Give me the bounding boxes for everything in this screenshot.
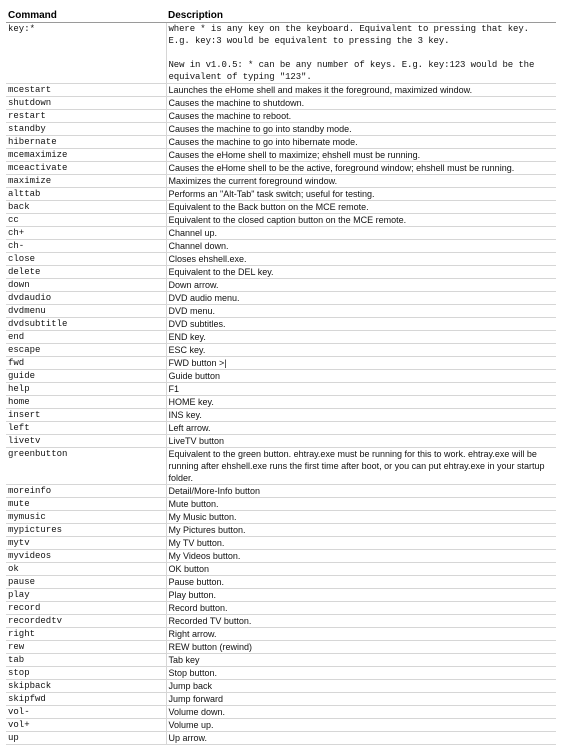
command-cell: dvdsubtitle — [6, 318, 166, 331]
command-cell: dvdaudio — [6, 292, 166, 305]
description-cell: Tab key — [166, 654, 556, 667]
description-cell: where * is any key on the keyboard. Equivalent to pressing that key. E.g. key:3 would be equivalent to pressing the 3 key. New in v1.0.5: * can be any number of keys. E.g. key:123 would be the equivalent of typing "123". — [166, 23, 556, 84]
table-row — [6, 318, 556, 331]
command-cell: mcestart — [6, 84, 166, 97]
table-row — [6, 110, 556, 123]
table-row — [6, 84, 556, 97]
description-cell: My Pictures button. — [166, 524, 556, 537]
table-row — [6, 214, 556, 227]
description-cell: DVD audio menu. — [166, 292, 556, 305]
command-cell: skipfwd — [6, 693, 166, 706]
table-row — [6, 201, 556, 214]
table-row — [6, 693, 556, 706]
description-cell: INS key. — [166, 409, 556, 422]
command-cell: left — [6, 422, 166, 435]
description-cell: LiveTV button — [166, 435, 556, 448]
description-cell: FWD button >| — [166, 357, 556, 370]
command-cell: end — [6, 331, 166, 344]
table-row — [6, 511, 556, 524]
table-row — [6, 641, 556, 654]
description-cell: END key. — [166, 331, 556, 344]
description-cell: Jump forward — [166, 693, 556, 706]
table-row — [6, 602, 556, 615]
command-cell: maximize — [6, 175, 166, 188]
command-cell: fwd — [6, 357, 166, 370]
command-column-header: Command — [6, 9, 166, 23]
command-cell: help — [6, 383, 166, 396]
table-row — [6, 292, 556, 305]
command-cell: tab — [6, 654, 166, 667]
description-cell: Pause button. — [166, 576, 556, 589]
command-cell: dvdmenu — [6, 305, 166, 318]
description-cell: Launches the eHome shell and makes it the foreground, maximized window. — [166, 84, 556, 97]
command-cell: greenbutton — [6, 448, 166, 485]
table-row — [6, 537, 556, 550]
table-row — [6, 680, 556, 693]
command-cell: right — [6, 628, 166, 641]
description-cell: Volume down. — [166, 706, 556, 719]
description-cell: Equivalent to the DEL key. — [166, 266, 556, 279]
table-row — [6, 331, 556, 344]
description-cell: Record button. — [166, 602, 556, 615]
table-row — [6, 396, 556, 409]
table-row — [6, 615, 556, 628]
description-cell: Closes ehshell.exe. — [166, 253, 556, 266]
table-row — [6, 550, 556, 563]
description-cell: My TV button. — [166, 537, 556, 550]
command-table — [6, 9, 556, 745]
command-cell: hibernate — [6, 136, 166, 149]
description-cell: Channel up. — [166, 227, 556, 240]
description-cell: Causes the eHome shell to maximize; ehshell must be running. — [166, 149, 556, 162]
description-cell: REW button (rewind) — [166, 641, 556, 654]
table-row — [6, 227, 556, 240]
command-cell: rew — [6, 641, 166, 654]
table-row — [6, 149, 556, 162]
command-cell: mytv — [6, 537, 166, 550]
description-cell: Stop button. — [166, 667, 556, 680]
table-row — [6, 667, 556, 680]
description-cell: Causes the machine to go into standby mode. — [166, 123, 556, 136]
table-body — [6, 23, 556, 745]
description-cell: Maximizes the current foreground window. — [166, 175, 556, 188]
description-cell: HOME key. — [166, 396, 556, 409]
table-row — [6, 305, 556, 318]
table-row — [6, 589, 556, 602]
description-cell: Right arrow. — [166, 628, 556, 641]
description-cell: Jump back — [166, 680, 556, 693]
description-cell: F1 — [166, 383, 556, 396]
command-cell: escape — [6, 344, 166, 357]
command-cell: mymusic — [6, 511, 166, 524]
table-row — [6, 162, 556, 175]
description-cell: Volume up. — [166, 719, 556, 732]
command-cell: pause — [6, 576, 166, 589]
description-cell: Recorded TV button. — [166, 615, 556, 628]
description-cell: Detail/More-Info button — [166, 485, 556, 498]
command-cell: livetv — [6, 435, 166, 448]
table-row — [6, 383, 556, 396]
command-cell: ok — [6, 563, 166, 576]
command-cell: home — [6, 396, 166, 409]
description-cell: Equivalent to the green button. ehtray.exe must be running for this to work. ehtray.exe will be running after ehshell.exe runs the first time after boot, or you can put ehtray.exe in your startup folder. — [166, 448, 556, 485]
table-row — [6, 576, 556, 589]
description-cell: Equivalent to the closed caption button on the MCE remote. — [166, 214, 556, 227]
table-row — [6, 266, 556, 279]
command-cell: guide — [6, 370, 166, 383]
table-row — [6, 370, 556, 383]
command-cell: down — [6, 279, 166, 292]
command-cell: mcemaximize — [6, 149, 166, 162]
table-row — [6, 422, 556, 435]
description-cell: Causes the machine to go into hibernate mode. — [166, 136, 556, 149]
description-cell: Channel down. — [166, 240, 556, 253]
description-cell: My Videos button. — [166, 550, 556, 563]
description-cell: Play button. — [166, 589, 556, 602]
description-cell: Causes the eHome shell to be the active, foreground window; ehshell must be running. — [166, 162, 556, 175]
command-cell: myvideos — [6, 550, 166, 563]
table-row — [6, 188, 556, 201]
command-cell: mypictures — [6, 524, 166, 537]
command-cell: stop — [6, 667, 166, 680]
table-row — [6, 498, 556, 511]
table-header-row — [6, 9, 556, 23]
table-row — [6, 357, 556, 370]
table-row — [6, 706, 556, 719]
description-cell: Causes the machine to shutdown. — [166, 97, 556, 110]
table-row — [6, 136, 556, 149]
command-cell: mceactivate — [6, 162, 166, 175]
table-row — [6, 628, 556, 641]
command-cell: close — [6, 253, 166, 266]
table-row — [6, 279, 556, 292]
table-row — [6, 563, 556, 576]
command-cell: cc — [6, 214, 166, 227]
description-column-header: Description — [166, 9, 556, 23]
description-cell: Equivalent to the Back button on the MCE remote. — [166, 201, 556, 214]
description-cell: My Music button. — [166, 511, 556, 524]
description-cell: Causes the machine to reboot. — [166, 110, 556, 123]
table-row — [6, 435, 556, 448]
description-cell: Guide button — [166, 370, 556, 383]
table-row — [6, 175, 556, 188]
table-row — [6, 485, 556, 498]
table-row — [6, 23, 556, 84]
command-cell: standby — [6, 123, 166, 136]
description-cell: DVD subtitles. — [166, 318, 556, 331]
command-cell: moreinfo — [6, 485, 166, 498]
command-cell: ch- — [6, 240, 166, 253]
command-cell: delete — [6, 266, 166, 279]
command-cell: restart — [6, 110, 166, 123]
command-cell: play — [6, 589, 166, 602]
table-row — [6, 654, 556, 667]
command-cell: insert — [6, 409, 166, 422]
description-cell: Mute button. — [166, 498, 556, 511]
table-row — [6, 524, 556, 537]
command-cell: recordedtv — [6, 615, 166, 628]
command-cell: shutdown — [6, 97, 166, 110]
command-cell: record — [6, 602, 166, 615]
description-cell: DVD menu. — [166, 305, 556, 318]
description-cell: Up arrow. — [166, 732, 556, 745]
command-cell: vol- — [6, 706, 166, 719]
command-cell: up — [6, 732, 166, 745]
command-cell: key:* — [6, 23, 166, 84]
description-cell: ESC key. — [166, 344, 556, 357]
command-cell: mute — [6, 498, 166, 511]
table-row — [6, 409, 556, 422]
command-cell: ch+ — [6, 227, 166, 240]
command-cell: alttab — [6, 188, 166, 201]
command-cell: vol+ — [6, 719, 166, 732]
command-cell: skipback — [6, 680, 166, 693]
description-cell: Left arrow. — [166, 422, 556, 435]
table-row — [6, 448, 556, 485]
table-row — [6, 719, 556, 732]
table-row — [6, 732, 556, 745]
table-row — [6, 253, 556, 266]
description-cell: Down arrow. — [166, 279, 556, 292]
description-cell: Performs an "Alt-Tab" task switch; useful for testing. — [166, 188, 556, 201]
table-row — [6, 344, 556, 357]
command-cell: back — [6, 201, 166, 214]
table-row — [6, 123, 556, 136]
table-row — [6, 240, 556, 253]
description-cell: OK button — [166, 563, 556, 576]
table-row — [6, 97, 556, 110]
